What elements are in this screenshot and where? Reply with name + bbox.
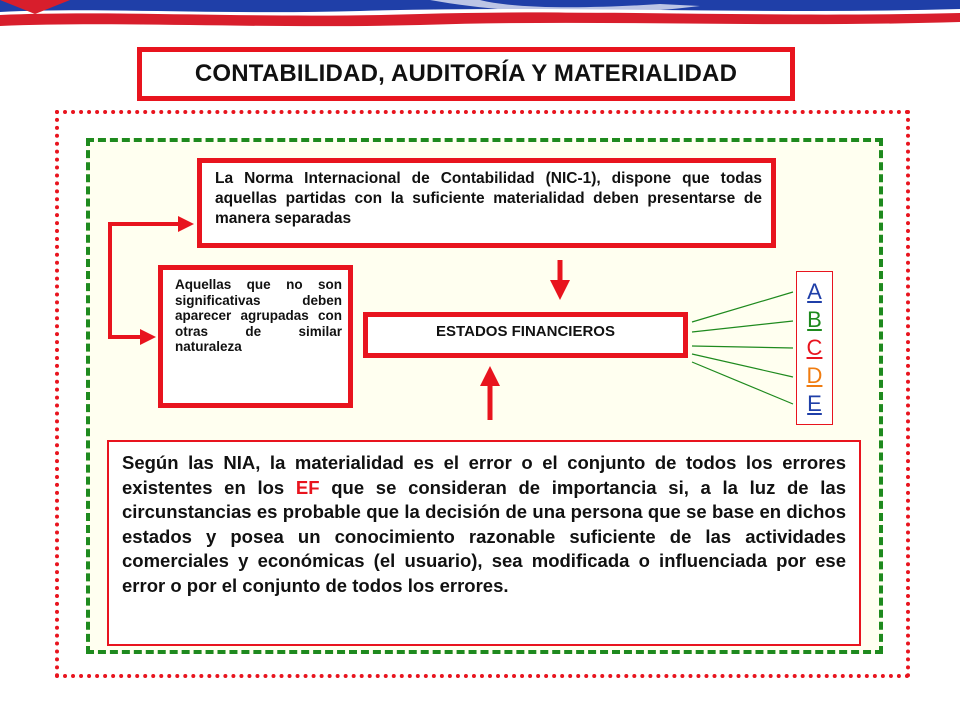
financial-statements-box (363, 312, 688, 358)
nia-ef-highlight: EF (295, 476, 320, 498)
letters-list (796, 271, 833, 425)
letter-e-link[interactable]: E (807, 391, 822, 416)
nia-text-part2: que se consideran de importancia si, a la luz de las circunstancias es probable que la decisión de una persona que se base en dichos estados y posea un conocimiento razonable suficiente de las actividades comerciales y económicas (el usuario), sea modificada o influenciada por ese error o por el conjunto de todos los errores. (122, 476, 847, 596)
title-box (137, 47, 795, 101)
nia-definition-box (107, 440, 861, 646)
page-title: CONTABILIDAD, AUDITORÍA Y MATERIALIDAD (194, 60, 738, 87)
non-significant-text: Aquellas que no son significativas deben aparecer agrupadas con otras de similar naturaleza (175, 277, 342, 354)
nic-text: La Norma Internacional de Contabilidad (NIC-1), dispone que todas aquellas partidas con la suficiente materialidad deben presentarse de manera separadas (215, 170, 762, 227)
letter-a-link[interactable]: A (807, 279, 822, 304)
non-significant-box (158, 265, 353, 408)
letter-d-link[interactable]: D (806, 363, 823, 388)
financial-statements-label: ESTADOS FINANCIEROS (436, 322, 615, 340)
letter-b-link[interactable]: B (807, 307, 822, 332)
flag-banner (0, 0, 960, 30)
nic-box (197, 158, 776, 248)
nia-text-part1: Según las NIA, la materialidad es el error o el conjunto de todos los errores existentes en los (122, 452, 846, 498)
nia-definition-text (122, 451, 846, 599)
letter-c-link[interactable]: C (806, 335, 823, 360)
